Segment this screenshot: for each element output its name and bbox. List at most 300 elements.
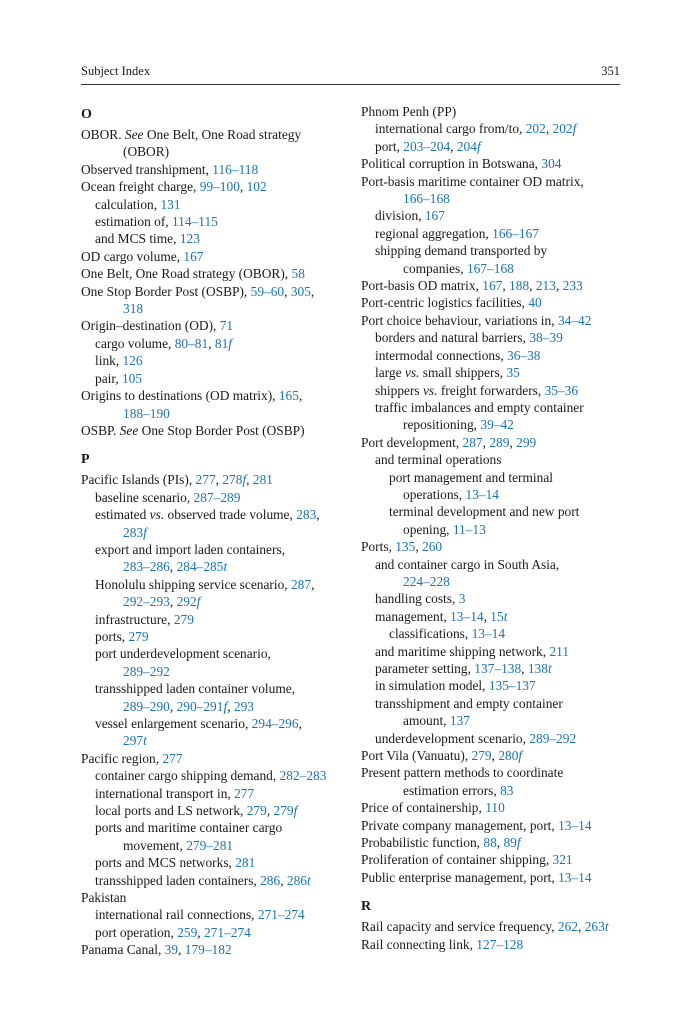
page-reference-link[interactable]: 167 (424, 208, 445, 224)
entry-text: port, (375, 138, 404, 154)
index-entry (361, 869, 626, 886)
index-subentry (361, 329, 626, 346)
entry-text: Pakistan (81, 890, 127, 906)
see-reference-text: vs. (422, 382, 438, 398)
page-reference-link[interactable]: 277 (234, 785, 255, 801)
entry-text: , (310, 283, 315, 299)
entry-text: , (215, 472, 223, 488)
page-reference-link[interactable]: 165 (278, 388, 299, 404)
page-reference-link[interactable]: 202 (525, 121, 546, 137)
page-reference-link[interactable]: 127–128 (476, 936, 524, 952)
entry-text: , (578, 919, 585, 935)
entry-text: Port-basis OD matrix, (361, 278, 483, 294)
page-reference-link[interactable]: 294–296 (251, 716, 299, 731)
section-letter: O (81, 107, 92, 122)
index-subentry (81, 213, 346, 230)
index-entry (81, 248, 346, 265)
entry-text: One Stop Border Post (OSBP) (138, 422, 305, 438)
page-reference-link[interactable]: 135 (395, 539, 416, 555)
index-subentry (81, 785, 346, 802)
page-reference-link[interactable]: 281 (235, 855, 256, 871)
entry-text: and terminal operations (375, 452, 502, 468)
index-entry-continuation (81, 405, 346, 422)
entry-text: estimated (95, 507, 150, 523)
page-reference-link[interactable]: 13–14 (558, 817, 592, 833)
entry-text: Origin–destination (OD), (81, 318, 220, 334)
index-entry (361, 851, 626, 868)
page-reference-link[interactable]: 289 (489, 434, 510, 450)
page-reference-link[interactable]: 277 (195, 472, 216, 488)
entry-text: parameter setting, (375, 661, 475, 676)
page-reference-link[interactable]: 188–190 (123, 405, 170, 421)
entry-text: , (239, 179, 247, 195)
index-entry (361, 155, 626, 172)
page-reference-link[interactable]: 89 (503, 835, 517, 851)
index-entry (81, 265, 346, 282)
page-reference-link[interactable]: t (223, 559, 228, 575)
page-reference-link[interactable]: t (307, 872, 311, 888)
page-reference-link[interactable]: 287 (462, 434, 483, 450)
entry-text: Probabilistic function, (361, 835, 484, 851)
page-reference-link[interactable]: f (196, 594, 201, 610)
page-reference-link[interactable]: 279 (128, 628, 149, 644)
page-reference-link[interactable]: f (572, 121, 577, 137)
index-subentry (81, 541, 346, 558)
entry-text: ports and MCS networks, (95, 855, 236, 871)
index-subentry (361, 469, 626, 486)
entry-text: international rail connections, (95, 907, 258, 923)
index-subentry (361, 643, 626, 660)
page-reference-link[interactable]: 304 (541, 156, 562, 172)
entry-text: , (509, 434, 517, 450)
entry-text: Observed transhipment, (81, 161, 213, 177)
index-entry-continuation (361, 521, 626, 538)
index-subentry (81, 489, 346, 506)
page-reference-link[interactable]: f (242, 472, 247, 488)
page-reference-link[interactable]: 131 (160, 196, 181, 212)
page-reference-link[interactable]: 213 (535, 278, 556, 294)
index-entry-continuation (81, 732, 346, 749)
page-reference-link[interactable]: 138 (527, 661, 548, 676)
entry-text: , (415, 539, 423, 555)
index-subentry (81, 767, 346, 784)
page-reference-link[interactable]: 290–291 (176, 698, 224, 714)
index-subentry (81, 680, 346, 697)
page-reference-link[interactable]: 13–14 (558, 869, 592, 885)
page-reference-link[interactable]: 166–167 (492, 225, 539, 241)
index-subentry (81, 370, 346, 387)
page-reference-link[interactable]: 59–60 (250, 283, 285, 299)
index-entry (81, 889, 346, 906)
entry-text: Present pattern methods to coordinate (361, 765, 564, 781)
page-reference-link[interactable]: 292 (176, 594, 197, 610)
page-reference-link[interactable]: 166–168 (403, 191, 450, 207)
page-reference-link[interactable]: 262 (557, 919, 579, 935)
section-letter: P (81, 452, 90, 468)
entry-text: Ports, (361, 539, 396, 555)
page-reference-link[interactable]: 40 (528, 295, 542, 311)
page-reference-link[interactable]: 167 (183, 248, 204, 264)
entry-text: Honolulu shipping service scenario, (95, 576, 291, 592)
page-reference-link[interactable]: 259 (177, 924, 198, 940)
index-entry (361, 173, 626, 190)
index-subentry (81, 906, 346, 923)
page-reference-link[interactable]: 287–289 (193, 489, 241, 505)
entry-text: , (227, 698, 234, 714)
page-reference-link[interactable]: f (518, 748, 523, 764)
entry-text: One Stop Border Post (OSBP), (81, 283, 251, 299)
page-reference-link[interactable]: 80–81 (174, 335, 209, 351)
page-reference-link[interactable]: 99–100 (199, 179, 240, 195)
entry-text: , (311, 576, 315, 592)
index-entry-continuation (361, 486, 626, 503)
page-reference-link[interactable]: 167 (482, 278, 503, 294)
page-reference-link[interactable]: 260 (422, 539, 443, 555)
index-entry-continuation (81, 663, 346, 680)
index-subentry (361, 399, 626, 416)
index-subentry (81, 854, 346, 871)
page-reference-link[interactable]: 287 (290, 576, 312, 592)
entry-text: Proliferation of container shipping, (361, 852, 553, 868)
page-reference-link[interactable]: 292–293 (123, 594, 170, 610)
header-title: Subject Index (81, 64, 151, 78)
index-entry-continuation (81, 143, 346, 160)
entry-text: division, (375, 208, 425, 224)
index-entry-continuation (81, 524, 346, 541)
page-reference-link[interactable]: 289–292 (529, 730, 577, 746)
page-reference-link[interactable]: 280 (498, 748, 519, 764)
page-reference-link[interactable]: 263 (584, 919, 605, 935)
entry-text: Rail capacity and service frequency, (361, 919, 558, 935)
entry-text: repositioning, (403, 417, 481, 433)
entry-text: , (169, 559, 177, 575)
page-reference-link[interactable]: 135–137 (488, 678, 536, 694)
entry-text: in simulation model, (375, 678, 489, 694)
entry-text: Port choice behaviour, variations in, (361, 312, 558, 328)
page-reference-link[interactable]: 116–118 (212, 161, 259, 177)
page-reference-link[interactable]: 11–13 (452, 521, 486, 537)
entry-text: Pacific Islands (PIs), (81, 472, 196, 488)
entry-text: estimation of, (95, 214, 172, 230)
page-reference-link[interactable]: t (143, 733, 147, 749)
page-reference-link[interactable]: f (228, 335, 233, 351)
entry-text: Ocean freight charge, (81, 179, 200, 195)
page-reference-link[interactable]: 281 (252, 472, 273, 488)
index-entry (361, 764, 626, 781)
entry-text: , (169, 698, 177, 714)
entry-text: amount, (403, 713, 450, 729)
page-reference-link[interactable]: 81 (214, 335, 229, 351)
page-reference-link[interactable]: 35 (506, 365, 520, 381)
page-reference-link[interactable]: 224–228 (403, 573, 450, 589)
entry-text: , (298, 716, 302, 731)
entry-text: estimation errors, (403, 782, 501, 798)
entry-text: Pacific region, (81, 750, 163, 766)
page-reference-link[interactable]: 271–274 (257, 907, 305, 923)
entry-text: Private company management, port, (361, 817, 559, 833)
page-reference-link[interactable]: 283–286 (123, 559, 170, 575)
page-reference-link[interactable]: 284–285 (176, 559, 224, 575)
index-subentry (361, 503, 626, 520)
index-subentry (361, 695, 626, 712)
entry-text: shippers (375, 382, 423, 398)
index-entry-continuation (361, 260, 626, 277)
running-header (81, 64, 620, 85)
entry-text: borders and natural barriers, (375, 330, 530, 346)
page-reference-link[interactable]: 38–39 (529, 330, 563, 346)
entry-text: freight forwarders, (437, 382, 545, 398)
entry-text: cargo volume, (95, 335, 175, 351)
entry-text: Port-centric logistics facilities, (361, 295, 529, 311)
index-entry (81, 750, 346, 767)
page-reference-link[interactable]: 279 (246, 803, 267, 819)
page-reference-link[interactable]: 58 (291, 266, 305, 282)
index-entry (361, 312, 626, 329)
page-reference-link[interactable]: 233 (562, 278, 583, 294)
page-reference-link[interactable]: 286 (260, 872, 281, 888)
index-subentry (361, 660, 626, 677)
entry-text: port underdevelopment scenario, (95, 646, 271, 662)
index-entry (81, 422, 346, 439)
page-reference-link[interactable]: 271–274 (203, 924, 251, 940)
entry-text: , (529, 278, 536, 294)
page-reference-link[interactable]: 71 (219, 318, 234, 334)
page-reference-link[interactable]: 3 (458, 591, 466, 607)
page-reference-link[interactable]: f (143, 524, 147, 540)
entry-text: , (450, 138, 457, 154)
index-subentry (361, 225, 626, 242)
entry-text: , (491, 748, 499, 764)
index-subentry (361, 382, 626, 399)
section-letter: R (361, 899, 372, 915)
page-reference-link[interactable]: 299 (516, 434, 537, 450)
entry-text: , (521, 661, 528, 676)
index-subentry (361, 120, 626, 137)
index-subentry (81, 872, 346, 889)
page-reference-link[interactable]: 277 (162, 750, 183, 766)
entry-text: infrastructure, (95, 611, 174, 627)
page-reference-link[interactable]: 202 (552, 121, 573, 137)
page-reference-link[interactable]: 279–281 (186, 837, 234, 853)
entry-text: observed trade volume, (164, 507, 297, 523)
index-subentry (81, 715, 346, 732)
page-reference-link[interactable]: t (547, 661, 552, 676)
page-reference-link[interactable]: f (516, 835, 521, 851)
page-reference-link[interactable]: 179–182 (184, 942, 232, 958)
index-column-left (81, 103, 346, 959)
page-number: 351 (601, 64, 620, 78)
entry-text: traffic imbalances and empty container (375, 399, 584, 415)
entry-text: Public enterprise management, port, (361, 869, 559, 885)
index-subentry (361, 590, 626, 607)
index-entry (361, 834, 626, 851)
index-subentry (81, 611, 346, 628)
entry-text: ports and maritime container cargo (95, 820, 283, 836)
entry-text: , (280, 872, 287, 888)
entry-text: classifications, (389, 626, 472, 642)
page-reference-link[interactable]: 289–290 (123, 698, 170, 714)
page-reference-link[interactable]: 283 (123, 524, 144, 540)
page-reference-link[interactable]: 305 (290, 283, 311, 299)
page-reference-link[interactable]: 279 (273, 803, 294, 819)
entry-text: Political corruption in Botswana, (361, 156, 542, 172)
see-reference-text: vs. (404, 365, 420, 381)
index-subentry (361, 242, 626, 259)
entry-text: , (178, 942, 185, 958)
entry-text: handling costs, (375, 591, 459, 607)
entry-text: local ports and LS network, (95, 803, 247, 819)
entry-text: container cargo shipping demand, (95, 768, 280, 784)
entry-text: and MCS time, (95, 231, 180, 247)
index-entry-continuation (81, 558, 346, 575)
page-reference-link[interactable]: 83 (500, 782, 514, 798)
entry-text: OSBP. (81, 422, 120, 438)
page-reference-link[interactable]: 278 (222, 472, 243, 488)
page-reference-link[interactable]: 35–36 (544, 382, 579, 398)
entry-text: Port development, (361, 434, 463, 450)
index-entry (81, 471, 346, 488)
index-entry-continuation (81, 300, 346, 317)
page-reference-link[interactable]: 321 (552, 852, 573, 868)
page-reference-link[interactable]: 39 (164, 942, 179, 958)
entry-text: companies, (403, 260, 467, 276)
entry-text: ports, (95, 628, 129, 644)
entry-text: opening, (403, 521, 453, 537)
page-reference-link[interactable]: f (223, 698, 228, 714)
entry-text: small shippers, (419, 365, 507, 381)
page-reference-link[interactable]: 123 (179, 231, 200, 247)
index-subentry (81, 335, 346, 352)
index-subentry (81, 645, 346, 662)
index-column-right (361, 103, 626, 953)
index-entry (361, 434, 626, 451)
entry-text: pair, (95, 370, 122, 386)
entry-text: transshipped laden containers, (95, 872, 261, 888)
page-reference-link[interactable]: 110 (485, 800, 505, 816)
index-subentry (81, 924, 346, 941)
index-subentry (81, 506, 346, 523)
page-reference-link[interactable]: 105 (121, 370, 143, 386)
index-entry (361, 747, 626, 764)
index-entry (361, 294, 626, 311)
entry-text: transshipped laden container volume, (95, 681, 296, 697)
page-reference-link[interactable]: t (604, 919, 609, 935)
index-entry (81, 387, 346, 404)
page-reference-link[interactable]: 297 (123, 733, 144, 749)
entry-text: large (375, 365, 405, 381)
page-reference-link[interactable]: 13–14 (471, 626, 506, 642)
entry-text: , (197, 924, 204, 940)
entry-text: , (284, 283, 291, 299)
entry-text: , (545, 121, 553, 137)
entry-text: One Belt, One Road strategy (143, 127, 302, 142)
page-reference-link[interactable]: 203–204 (403, 138, 451, 154)
index-subentry (361, 207, 626, 224)
page-reference-link[interactable]: 15 (490, 608, 504, 624)
entry-text: Rail connecting link, (361, 936, 477, 952)
entry-text: , (169, 594, 177, 610)
page-reference-link[interactable]: 211 (549, 643, 570, 659)
index-entry (81, 317, 346, 334)
page-reference-link[interactable]: 88 (483, 835, 497, 851)
page-reference-link[interactable]: 39–42 (480, 417, 514, 433)
entry-text: Port Vila (Vanuatu), (361, 748, 472, 764)
entry-text: calculation, (95, 196, 161, 212)
entry-text: shipping demand transported by (375, 243, 548, 259)
entry-text: Panama Canal, (81, 942, 165, 958)
page-reference-link[interactable]: t (503, 608, 508, 624)
index-entry (361, 799, 626, 816)
entry-text: operations, (403, 486, 466, 502)
index-entry-continuation (361, 712, 626, 729)
page-reference-link[interactable]: 114–115 (171, 214, 218, 230)
page-reference-link[interactable]: 204 (456, 138, 477, 154)
entry-text: vessel enlargement scenario, (95, 716, 252, 731)
page-reference-link[interactable]: 289–292 (123, 663, 170, 679)
entry-text: and maritime shipping network, (375, 643, 550, 659)
index-subentry (361, 451, 626, 468)
page-reference-link[interactable]: 283 (296, 507, 317, 523)
page-reference-link[interactable]: 318 (123, 301, 144, 317)
index-entry (81, 178, 346, 195)
index-entry (361, 918, 626, 935)
index-entry-continuation (361, 782, 626, 799)
page-reference-link[interactable]: 282–283 (279, 768, 327, 784)
page-reference-link[interactable]: 13–14 (450, 608, 484, 624)
entry-text: movement, (123, 837, 187, 853)
page-reference-link[interactable]: 286 (286, 872, 307, 888)
index-subentry (361, 138, 626, 155)
page-reference-link[interactable]: 279 (173, 611, 194, 627)
page-reference-link[interactable]: 137 (449, 713, 470, 729)
entry-text: baseline scenario, (95, 489, 194, 505)
entry-text: , (502, 278, 510, 294)
page-reference-link[interactable]: f (293, 803, 298, 819)
entry-text: OBOR. (81, 127, 125, 142)
page-reference-link[interactable]: 13–14 (465, 486, 499, 502)
index-subentry (81, 196, 346, 213)
entry-text: , (482, 434, 490, 450)
section-gap (361, 886, 626, 895)
page-reference-link[interactable]: 102 (246, 179, 267, 195)
page-reference-link[interactable]: 137–138 (474, 661, 522, 676)
entry-text: , (246, 472, 253, 488)
index-entry (81, 161, 346, 178)
index-subentry (361, 730, 626, 747)
entry-text: port management and terminal (389, 469, 553, 485)
page-reference-link[interactable]: 188 (509, 278, 530, 294)
entry-text: Price of containership, (361, 800, 486, 816)
page-reference-link[interactable]: f (476, 138, 481, 154)
index-subentry (361, 625, 626, 642)
index-subentry (81, 352, 346, 369)
index-subentry (81, 230, 346, 247)
entry-text: Origins to destinations (OD matrix), (81, 388, 279, 404)
entry-text: , (316, 507, 320, 523)
see-reference-text: See (124, 127, 144, 142)
page-reference-link[interactable]: 293 (233, 698, 254, 714)
see-reference-text: See (119, 422, 139, 438)
page-reference-link[interactable]: 126 (122, 353, 143, 369)
index-subentry (361, 364, 626, 381)
page-reference-link[interactable]: 167–168 (466, 260, 514, 276)
page-reference-link[interactable]: 34–42 (557, 312, 592, 328)
page-reference-link[interactable]: 279 (471, 748, 492, 764)
page-reference-link[interactable]: 36–38 (507, 347, 541, 363)
index-subentry (361, 347, 626, 364)
index-subentry (81, 819, 346, 836)
entry-text: link, (95, 353, 123, 369)
